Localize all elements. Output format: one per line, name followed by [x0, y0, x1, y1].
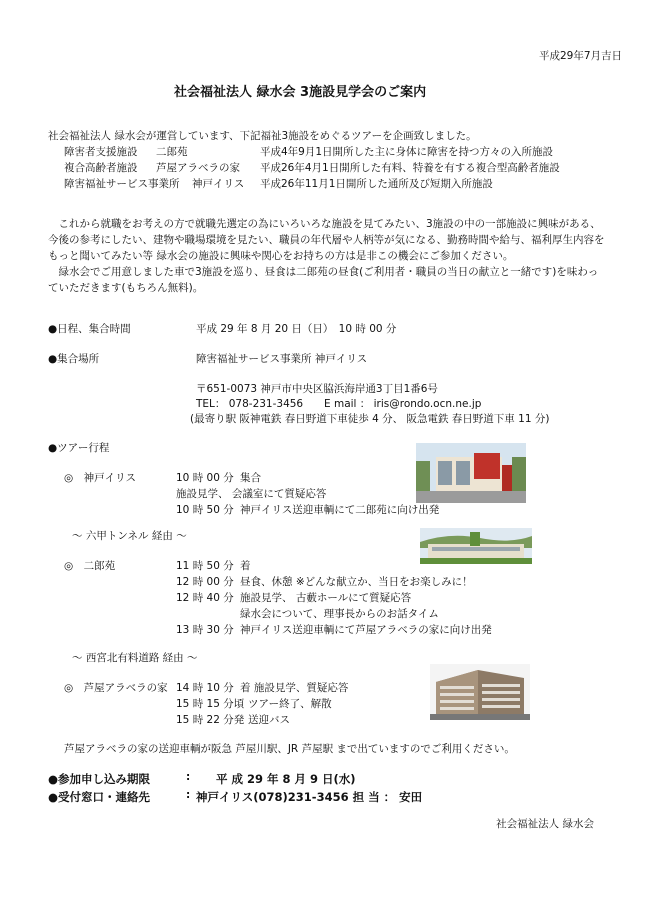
stop-time: 14 時 10 分 [176, 682, 234, 694]
facility-name-1: 二郎苑 [156, 146, 188, 158]
stop-time: 12 時 40 分 [176, 592, 234, 604]
via-nishinomiya-kita-road: ～ 西宮北有料道路 経由 ～ [72, 652, 198, 664]
signature: 社会福祉法人 緑水会 [496, 818, 594, 830]
document-date: 平成29年7月吉日 [538, 50, 622, 62]
facility-desc-2: 平成26年4月1日開所した有料、特養を有する複合型高齢者施設 [260, 162, 560, 174]
via-rokko-tunnel: ～ 六甲トンネル 経由 ～ [72, 530, 187, 542]
stop-name-kobe-iris: ◎ 神戸イリス [64, 472, 136, 484]
stop-time: 13 時 30 分 [176, 624, 234, 636]
facility-type-3: 障害福祉サービス事業所 [64, 178, 180, 190]
document-title: 社会福祉法人 緑水会 3施設見学会のご案内 [174, 85, 427, 100]
stop-time: 12 時 00 分 [176, 576, 234, 588]
facility-type-1: 障害者支援施設 [64, 146, 138, 158]
facility-name-2: 芦屋アラベラの家 [156, 162, 240, 174]
stop-activity: 着 [240, 560, 251, 572]
stop-activity: 施設見学、 古藪ホールにて質疑応答 [240, 592, 412, 604]
stop-name-jiroen: ◎ 二郎苑 [64, 560, 116, 572]
contact-value: 神戸イリス(078)231-3456 担 当 ： 安田 [196, 790, 423, 804]
venue-email: E mail ： iris@rondo.ocn.ne.jp [324, 398, 482, 410]
kobe-iris-photo [416, 443, 526, 503]
stop-activity: 神戸イリス送迎車輌にて二郎苑に向け出発 [240, 504, 440, 516]
schedule-label: ●日程、集合時間 [48, 323, 131, 335]
stop-activity: 緑水会について、理事長からのお話タイム [240, 608, 439, 620]
facility-desc-1: 平成4年9月1日開所した主に身体に障害を持つ方々の入所施設 [260, 146, 554, 158]
stop-name-ashiya-arabella: ◎ 芦屋アラベラの家 [64, 682, 168, 694]
deadline-colon: : [186, 771, 191, 783]
tour-label: ●ツアー行程 [48, 442, 110, 454]
stop-time: 11 時 50 分 [176, 560, 234, 572]
stop-activity: 送迎バス [248, 714, 290, 726]
ashiya-arabella-photo [430, 664, 530, 720]
stop-time: 15 時 15 分頃 [176, 698, 245, 710]
venue-name: 障害福祉サービス事業所 神戸イリス [196, 353, 368, 365]
stop-time: 15 時 22 分発 [176, 714, 245, 726]
shuttle-note: 芦屋アラベラの家の送迎車輌が阪急 芦屋川駅、JR 芦屋駅 まで出ていますのでご利用ください。 [64, 743, 515, 755]
stop-time: 10 時 00 分 [176, 472, 234, 484]
stop-time: 10 時 50 分 [176, 504, 234, 516]
deadline-label: ●参加申し込み期限 [48, 772, 151, 786]
intro-text: 社会福祉法人 緑水会が運営しています、下記福祉3施設をめぐるツアーを企画致しました。 [48, 130, 477, 142]
facility-desc-3: 平成26年11月1日開所した通所及び短期入所施設 [260, 178, 493, 190]
jiroen-photo [420, 528, 532, 564]
stop-activity: 施設見学、 会議室にて質疑応答 [176, 488, 327, 500]
contact-colon: : [186, 789, 191, 801]
paragraph-interest: これから就職をお考えの方で就職先選定の為にいろいろな施設を見てみたい、3施設の中の一部施設に興味がある、今後の参考にしたい、建物や職場環境を見たい、職員の年代層や人柄等が気になる、勤務時間や給与、福利厚生内容をもっと聞いてみたい等 緑水会の施設に興味や関心をお持ちの方は是非この機会にご参加ください。 [48, 218, 605, 263]
venue-label: ●集合場所 [48, 353, 100, 365]
facility-type-2: 複合高齢者施設 [64, 162, 138, 174]
stop-activity: 着 施設見学、質疑応答 [240, 682, 349, 694]
deadline-value: 平 成 29 年 8 月 9 日(水) [216, 772, 356, 786]
venue-tel: TEL： 078-231-3456 [196, 398, 304, 410]
venue-access: (最寄り駅 阪神電鉄 春日野道下車徒歩 4 分、 阪急電鉄 春日野道下車 11 分) [190, 413, 550, 425]
facility-name-3: 神戸イリス [192, 178, 245, 190]
stop-activity: 神戸イリス送迎車輌にて芦屋アラベラの家に向け出発 [240, 624, 492, 636]
stop-activity: 集合 [240, 472, 261, 484]
paragraph-lunch: 緑水会でご用意しました車で3施設を巡り、昼食は二郎苑の昼食(ご利用者・職員の当日の献立と一緒です)を味わっていただきます(もちろん無料)。 [48, 266, 599, 295]
stop-activity: ツアー終了、解散 [248, 698, 332, 710]
schedule-value: 平成 29 年 8 月 20 日（日） 10 時 00 分 [196, 323, 397, 335]
venue-address: 〒651-0073 神戸市中央区脇浜海岸通3丁目1番6号 [196, 383, 438, 395]
stop-activity: 昼食、休憩 ※どんな献立か、当日をお楽しみに！ [240, 576, 473, 588]
contact-label: ●受付窓口・連絡先 [48, 790, 151, 804]
